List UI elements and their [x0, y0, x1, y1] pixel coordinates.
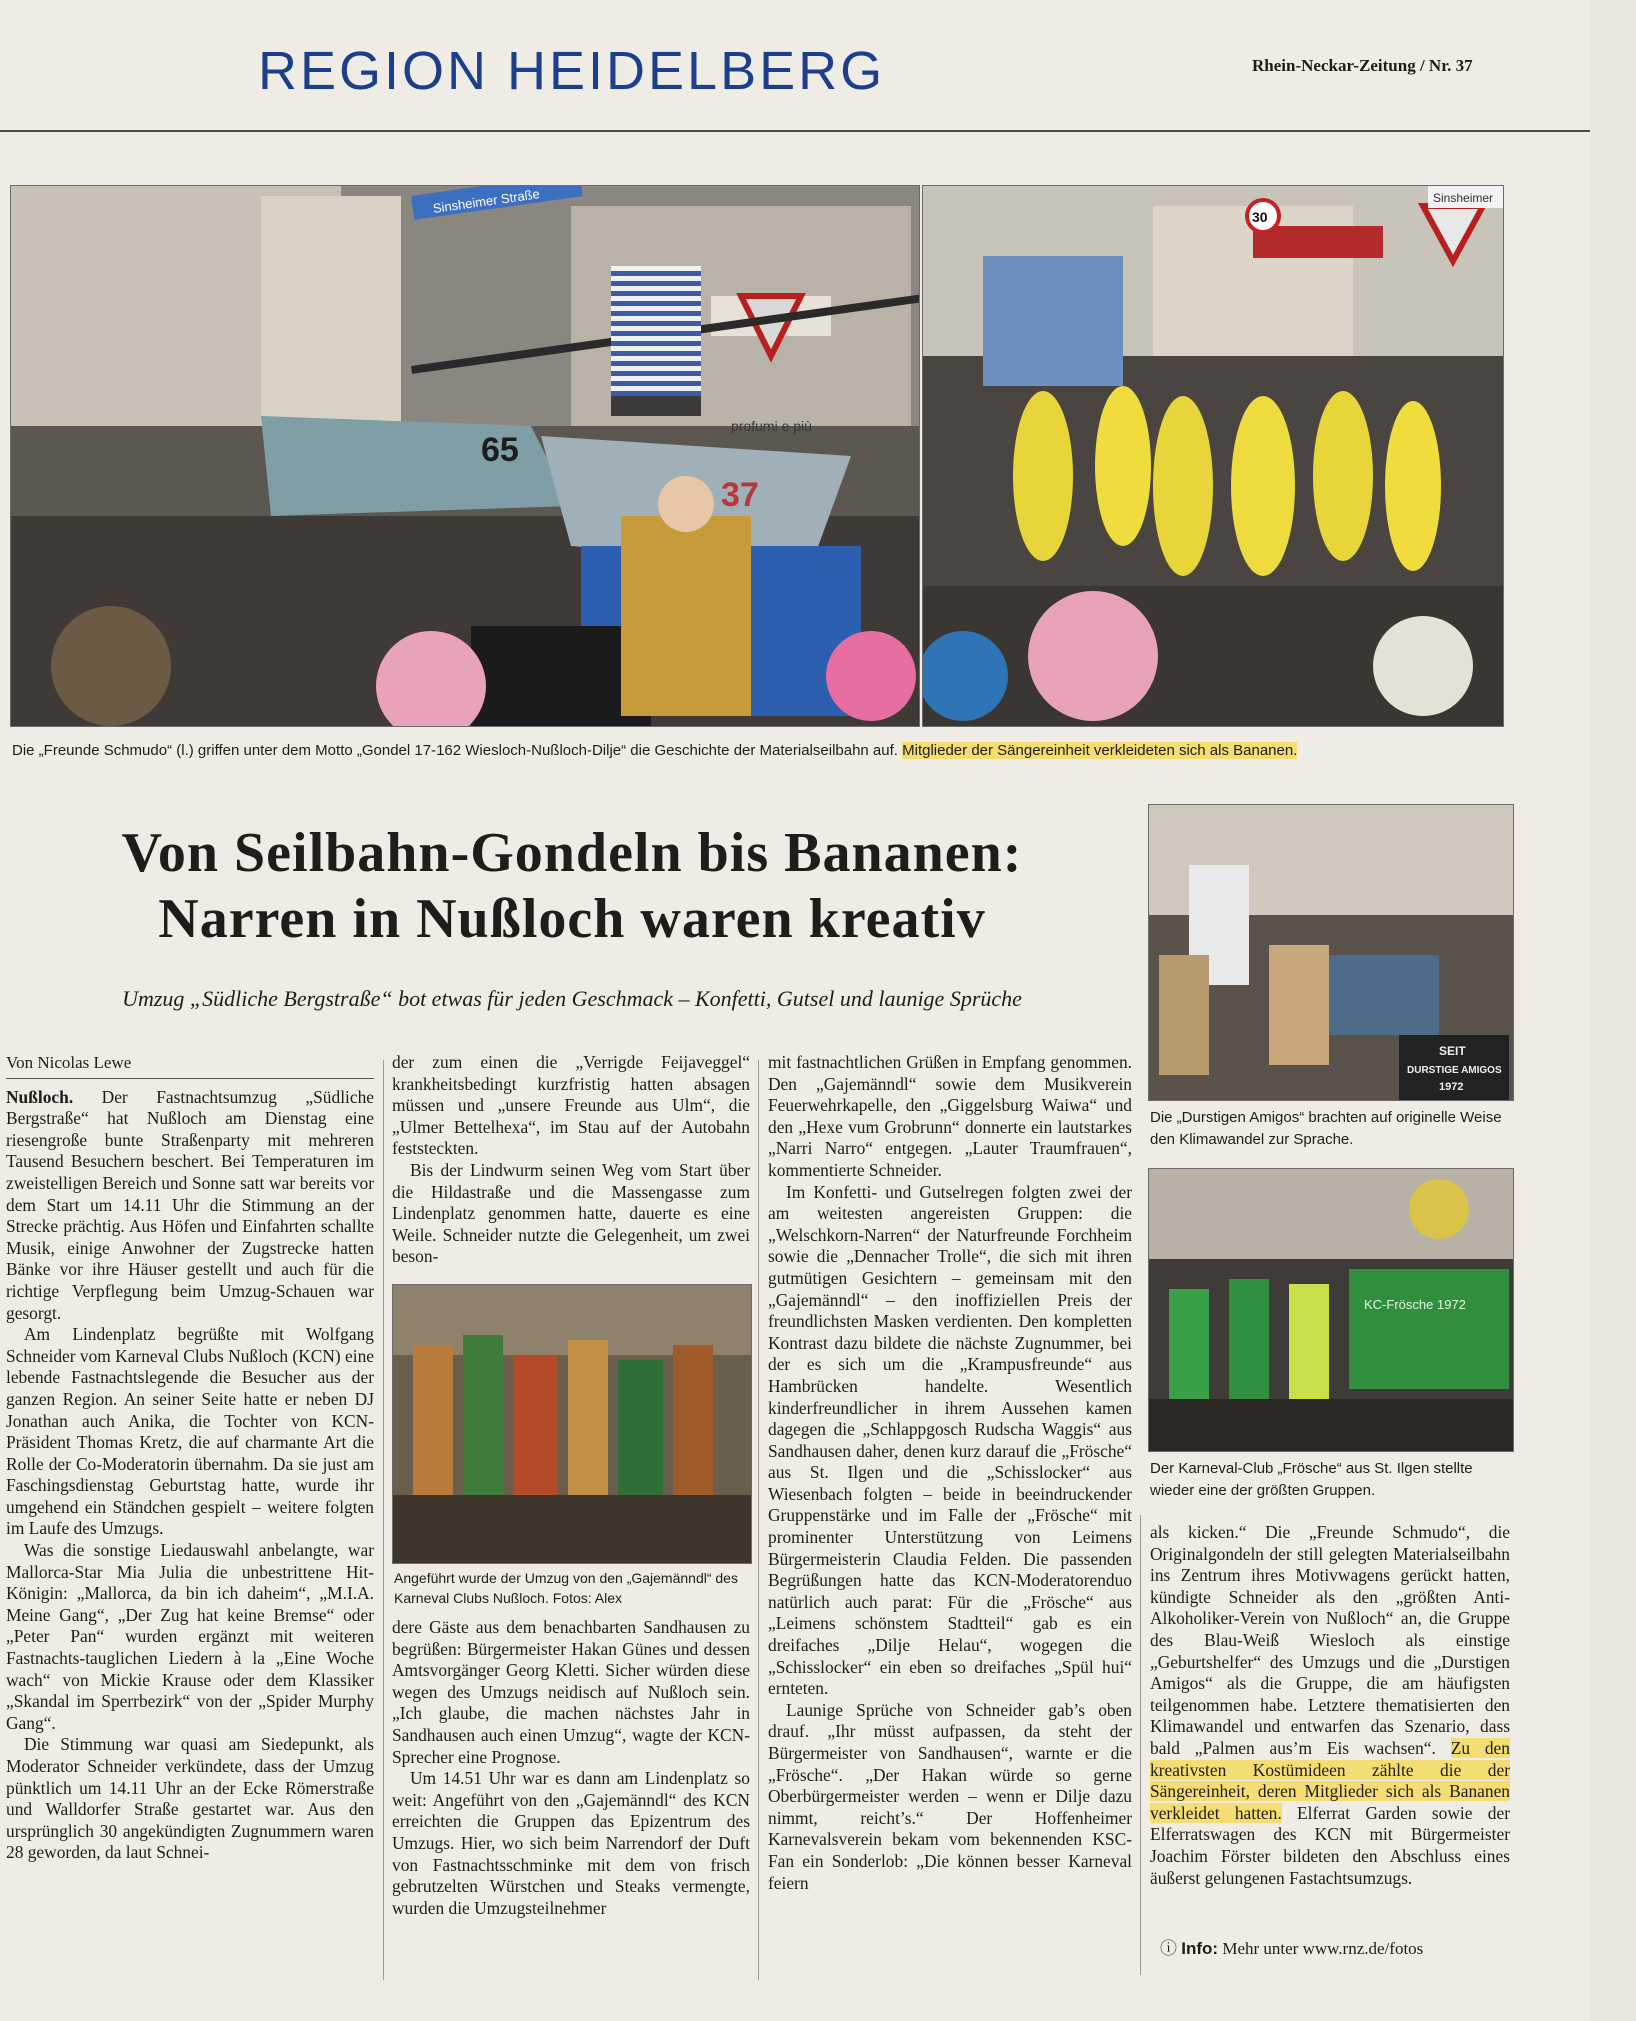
boat-number-2: 37: [721, 476, 759, 514]
col4-text: als kicken.“ Die „Freunde Schmudo“, die Originalgondeln der still gelegten Materialseilbahn ins Zentrum ihres Motivwagens gerückt hatten, kündigte Schneider als den „größten Anti-Alkoholiker-Verein von Nußloch“ an, die Gruppe des Blau-Weiß Wiesloch als einstige „Geburtshelfer“ des Umzugs und die „Durstigen Amigos“ als die Gruppe, die am häufigsten teilgenommen habe. Letztere thematisierten den Klimawandel und entwarfen das Szenario, dass bald „Palmen aus’m Eis wachsen“.: [1150, 1522, 1510, 1758]
headline-line-2: Narren in Nußloch waren kreativ: [158, 888, 986, 950]
photo-durstige-amigos: [1148, 804, 1514, 1101]
photo-gajemaenndl: [392, 1284, 752, 1564]
column-rule-2: [758, 1060, 759, 1980]
right-caption-2: Der Karneval-Club „Frösche“ aus St. Ilgen stellte wieder eine der größten Gruppen.: [1150, 1460, 1473, 1499]
paper-issue: Rhein-Neckar-Zeitung / Nr. 37: [1252, 56, 1473, 75]
col1-p1-text: Der Fastnachtsumzug „Südliche Bergstraße“ hat Nußloch am Dienstag eine riesengroße bunte Straßenparty mit mehreren Tausend Besuchern beschert. Bei Temperaturen im zweistelligen Bereich und Sonne satt war bereits vor dem Start um 14.11 Uhr die Stimmung an der Strecke prächtig. Aus Höfen und Einfahrten schallte Musik, einige Anwohner der Zugstrecke hatten Bänke vor ihre Häuser gestellt und auch für die richtige Verpflegung beim Umzug-Schauen war gesorgt.: [6, 1086, 374, 1323]
shop-sign: profumi e più: [731, 418, 812, 434]
col1-p4: Die Stimmung war quasi am Siedepunkt, als Moderator Schneider verkündete, dass der Umzug pünktlich um 14.11 Uhr an der Ecke Römerstraße und Walldorfer Straße gestartet war. Aus den ursprünglich 30 angekündigten Zugnummern waren 28 geworden, da laut Schnei-: [6, 1734, 374, 1863]
article-column-2: [392, 1052, 750, 1268]
photo-gondola-float-image: [11, 186, 919, 726]
article-column-1: [6, 1052, 374, 1864]
col2-p2: Bis der Lindwurm seinen Weg vom Start über die Hildastraße und die Massengasse zum Lindenplatz genommen hatte, dauerte es eine Weile. Schneider nutzte die Gelegenheit, um zwei beson-: [392, 1159, 750, 1267]
right-caption-1: Die „Durstigen Amigos“ brachten auf originelle Weise den Klimawandel zur Sprache.: [1150, 1109, 1502, 1148]
section-header: REGION HEIDELBERG: [258, 41, 886, 101]
badge-year: 1972: [1439, 1081, 1464, 1093]
top-caption-right-highlight: Mitglieder der Sängereinheit verkleideten sich als Bananen.: [902, 742, 1298, 759]
col2-p4: Um 14.51 Uhr war es dann am Lindenplatz so weit: Angeführt von den „Gajemänndl“ des KCN erreichten die Gruppen das Epizentrum des Umzugs. Hier, wo sich beim Narrendorf der Duft von Fastnachtsschminke mit dem von frisch gebrutzelten Würstchen und Steaks vermengte, wurden die Umzugsteilnehmer: [392, 1768, 750, 1918]
photo-street-sign: Sinsheimer: [1433, 191, 1494, 205]
byline-rule: [6, 1078, 374, 1079]
middle-photo-caption: Angeführt wurde der Umzug von den „Gajemänndl“ des Karneval Clubs Nußloch. Fotos: Alex: [394, 1570, 738, 1606]
top-photo-caption: [12, 740, 1512, 762]
header-rule: [0, 130, 1590, 132]
dateline: Nußloch.: [6, 1086, 74, 1107]
info-icon: ⓘ: [1160, 1939, 1177, 1958]
top-caption-left: Die „Freunde Schmudo“ (l.) griffen unter dem Motto „Gondel 17-162 Wiesloch-Nußloch-Dilje“ die Geschichte der Materialseilbahn auf.: [12, 742, 898, 759]
info-link[interactable]: Mehr unter www.rnz.de/fotos: [1222, 1939, 1424, 1958]
col3-p3: Launige Sprüche von Schneider gab’s oben drauf. „Ihr müsst aufpassen, da steht der Bürgermeister von Sandhausen“, warnte er die „Frösche“. „Der Hakan würde so gerne Oberbürgermeister werden – wenn er Dilje dazu nimmt, reicht’s.“ Der Hoffenheimer Karnevalsverein bekam vom bekennenden KSC-Fan ein Sonderlob: „Die können besser Karneval feiern: [768, 1699, 1132, 1893]
byline: Von Nicolas Lewe: [6, 1053, 132, 1072]
column-rule-1: [383, 1060, 384, 1980]
col3-p1: mit fastnachtlichen Grüßen in Empfang genommen. Den „Gajemänndl“ sowie dem Musikverein Feuerwehrkapelle, den „Giggelsburg Waiwa“ und den „Hexe vum Grobrunn“ donnerte ein lautstarkes „Narri Narro“ entgegen. „Lauter Traumfrauen“, kommentierte Schneider.: [768, 1052, 1132, 1180]
photo-banana-costumes: [922, 185, 1504, 727]
col1-p2: Am Lindenplatz begrüßte mit Wolfgang Schneider vom Karneval Clubs Nußloch (KCN) eine lebende Fastnachtslegende die Besucher aus der ganzen Region. An seiner Seite hatte er neben DJ Jonathan auch Anika, die Tochter von KCN-Präsident Thomas Kretz, die auf charmante Art die Rolle der Co-Moderatorin übernahm. Da sie just am Faschingsdienstag Geburtstag hatte, wurde ihr umgehend ein Ständchen gespielt – weitere folgten im Laufe des Umzugs.: [6, 1324, 375, 1539]
info-label: Info:: [1181, 1939, 1219, 1958]
badge-seit: SEIT: [1439, 1044, 1466, 1058]
photo-froesche-image: [1149, 1169, 1513, 1451]
article-column-4: [1150, 1522, 1510, 1889]
col1-p1: [6, 1087, 374, 1325]
photo-durstige-amigos-image: [1149, 805, 1513, 1100]
col1-p3: Was die sonstige Liedauswahl anbelangte, war Mallorca-Star Mia Julia die unbestrittene Hit-Königin: „Mallorca, da bin ich daheim“, „M.I.A. Meine Gang“, „Der Zug hat keine Bremse“ oder „Peter Pan“ wurden ergänzt mit weiteren Fastnachts-tauglichen Liedern à la „Eine Woche wach“ von Mickie Krause oder dem Klassiker „Skandal im Sperrbezirk“ von der „Spider Murphy Gang“.: [6, 1540, 374, 1733]
photo-gajemaenndl-image: [393, 1285, 751, 1563]
column-rule-3: [1140, 1515, 1141, 1975]
col4-highlight: Zu den kreativsten Kostümideen zählte die der Sängereinheit, deren Mitglieder sich als Bananen verkleidet hatten.: [1150, 1737, 1510, 1823]
photo-froesche: [1148, 1168, 1514, 1452]
badge-name: DURSTIGE AMIGOS: [1407, 1065, 1502, 1076]
col3-p2: Im Konfetti- und Gutselregen folgten zwei der am weitesten angereisten Gruppen: die „Welschkorn-Narren“ der Naturfreunde Forchheim sowie die „Dennacher Trolle“, die sich mit ihren gutmütigen Gesichtern – gemeinsam mit den „Gajemänndl“ – den inoffiziellen Preis der freundlichsten Masken verdienten. Den kompletten Kontrast dazu bildete die nächste Zugnummer, bei der es sich um die „Krampusfreunde“ aus Hambrücken handelte. Wesentlich kinderfreundlicher in ihrem Aussehen kamen dagegen die „Schlappgosch Rudscha Waggis“ aus Sandhausen daher, denen kurz darauf die „Frösche“ aus St. Ilgen und die „Schisslocker“ aus Wiesenbach folgten – beide in beeindruckender Gruppenstärke und im Falle der „Frösche“ mit prominenter Unterstützung von Leimens Bürgermeisterin Claudia Felden. Die passenden Begrüßungen hatte das KCN-Moderatorenduo natürlich auch parat: Für die „Frösche“ aus „Leimens schönstem Stadtteil“ gab es ein dreifaches „Dilje Helau“, wogegen die „Schisslocker“ ein eben so dreifaches „Spül hui“ ernteten.: [768, 1181, 1132, 1699]
col2-p3: dere Gäste aus dem benachbarten Sandhausen zu begrüßen: Bürgermeister Hakan Günes und dessen Amtsvorgänger Georg Kletti. Sicher würden diese wegen des Umzugs neidisch auf Nußloch sein. „Ich glaube, die machen nächstes Jahr in Sandhausen auch einen Umzug“, wagte der KCN-Sprecher eine Prognose.: [392, 1617, 750, 1767]
article-column-3: [768, 1052, 1132, 1894]
subheadline: Umzug „Südliche Bergstraße“ bot etwas für jeden Geschmack – Konfetti, Gutsel und launige Sprüche: [122, 986, 1022, 1011]
boat-number: 65: [481, 431, 519, 469]
col2-p1: der zum einen die „Verrigde Feijaveggel“ krankheitsbedingt kurzfristig hatten absagen müssen und „unsere Freunde aus Ulm“, die „Ulmer Bettelhexa“, im Stau auf der Autobahn feststeckten.: [392, 1052, 750, 1159]
banner-text: KC-Frösche 1972: [1364, 1297, 1466, 1312]
photo-gondola-float: [10, 185, 920, 727]
speed-sign: 30: [1252, 209, 1268, 225]
info-line: [1160, 1934, 1423, 1959]
col4-text-end: Elferrat Garden sowie der Elferratswagen des KCN mit Bürgermeister Joachim Förster bildeten den Abschluss eines äußerst gelungenen Fastachtsumzugs.: [1150, 1802, 1510, 1888]
headline-line-1: Von Seilbahn-Gondeln bis Bananen:: [121, 822, 1023, 884]
article-column-2b: [392, 1617, 750, 1919]
col4-p1: [1150, 1522, 1510, 1889]
sign-sinsheimer: Sinsheimer Straße: [431, 186, 541, 216]
photo-banana-costumes-image: [923, 186, 1503, 726]
headline: [12, 820, 1132, 952]
